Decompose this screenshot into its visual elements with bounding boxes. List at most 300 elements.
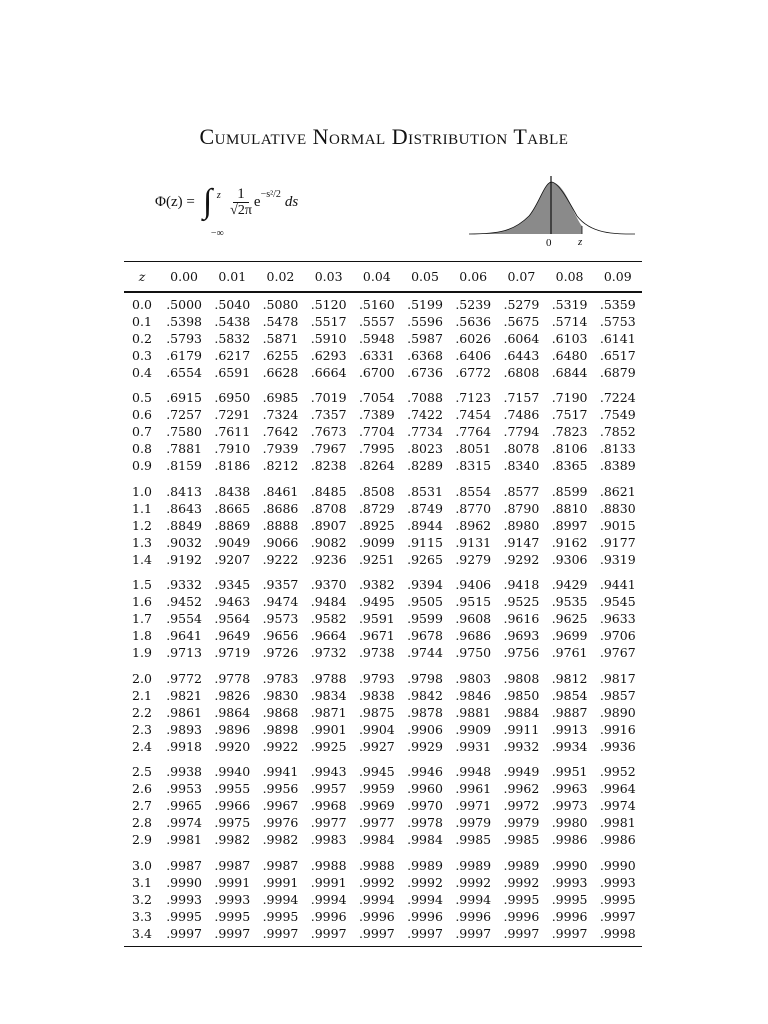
row-z-value: 3.1 [132,874,152,890]
probability-cell: .7088 [407,390,443,406]
probability-cell: .8962 [455,517,492,533]
probability-cell: .5557 [358,313,395,329]
probability-cell: .9911 [503,721,540,737]
probability-cell: .9934 [551,738,588,754]
probability-cell: .9693 [503,628,540,644]
probability-cell: .8365 [551,458,588,474]
probability-cell: .9992 [503,874,540,890]
probability-cell: .7291 [214,407,251,423]
probability-cell: .9984 [407,832,443,848]
probability-cell: .9962 [503,781,540,797]
probability-cell: .9756 [503,645,540,661]
probability-cell: .9535 [551,594,588,610]
probability-cell: .9997 [310,925,347,941]
probability-cell: .9995 [599,891,636,907]
probability-cell: .7794 [503,424,540,440]
probability-cell: .9961 [455,781,492,797]
header-cell: 0.06 [459,269,488,285]
probability-cell: .9996 [310,908,347,924]
probability-cell: .9812 [551,670,588,686]
row-z-value: 2.6 [132,781,152,797]
probability-cell: .9554 [166,611,202,627]
fraction-numerator: 1 [233,186,249,203]
row-z-value: 1.2 [132,517,152,533]
probability-cell: .6950 [214,390,251,406]
probability-cell: .8413 [166,483,202,499]
probability-cell: .7517 [551,407,588,423]
probability-cell: .9967 [262,798,299,814]
probability-cell: .9484 [310,594,347,610]
probability-cell: .5714 [551,313,588,329]
table-row [124,364,642,381]
probability-cell: .8770 [455,500,492,516]
row-z-value: 2.2 [132,704,152,720]
probability-cell: .9441 [599,577,636,593]
probability-cell: .5987 [407,330,443,346]
row-group [124,576,642,661]
probability-cell: .9996 [551,908,588,924]
probability-cell: .7257 [166,407,202,423]
probability-cell: .5120 [310,296,347,312]
row-z-value: 0.1 [132,313,152,329]
probability-cell: .8485 [310,483,347,499]
row-z-value: 2.1 [132,687,152,703]
probability-cell: .8554 [455,483,492,499]
probability-cell: .6406 [455,347,492,363]
table-row [124,891,642,908]
probability-cell: .9987 [214,857,251,873]
probability-cell: .5596 [407,313,443,329]
probability-cell: .9981 [599,815,636,831]
table-row [124,389,642,406]
probability-cell: .9357 [262,577,299,593]
probability-cell: .8212 [262,458,299,474]
probability-cell: .9279 [455,551,492,567]
probability-cell: .8289 [407,458,443,474]
probability-cell: .7995 [358,441,395,457]
probability-cell: .6772 [455,364,492,380]
probability-cell: .9192 [166,551,202,567]
probability-cell: .9893 [166,721,202,737]
probability-cell: .8888 [262,517,299,533]
probability-cell: .8461 [262,483,299,499]
probability-cell: .9808 [503,670,540,686]
probability-cell: .8023 [407,441,443,457]
probability-cell: .5910 [310,330,347,346]
probability-cell: .8106 [551,441,588,457]
probability-cell: .9996 [358,908,395,924]
probability-cell: .9864 [214,704,251,720]
probability-cell: .7734 [407,424,443,440]
probability-cell: .7190 [551,390,588,406]
probability-cell: .9989 [503,857,540,873]
table-row [124,780,642,797]
probability-cell: .7852 [599,424,636,440]
probability-cell: .9664 [310,628,347,644]
probability-cell: .9207 [214,551,251,567]
header-cell: 0.03 [314,269,343,285]
table-row [124,296,642,313]
probability-cell: .9099 [358,534,395,550]
probability-cell: .9949 [503,764,540,780]
probability-cell: .9878 [407,704,443,720]
probability-cell: .9931 [455,738,492,754]
probability-cell: .9995 [551,891,588,907]
probability-cell: .9922 [262,738,299,754]
probability-cell: .9970 [407,798,443,814]
probability-cell: .9980 [551,815,588,831]
table-row [124,763,642,780]
probability-cell: .9671 [358,628,395,644]
probability-cell: .9788 [310,670,347,686]
row-z-value: 3.0 [132,857,152,873]
probability-cell: .9991 [310,874,347,890]
row-z-value: 1.9 [132,645,152,661]
probability-cell: .9996 [503,908,540,924]
probability-cell: .7910 [214,441,251,457]
probability-cell: .9995 [166,908,202,924]
probability-cell: .9545 [599,594,636,610]
probability-cell: .5832 [214,330,251,346]
probability-cell: .9564 [214,611,251,627]
probability-cell: .9842 [407,687,443,703]
probability-cell: .9656 [262,628,299,644]
probability-cell: .9997 [455,925,492,941]
integral-symbol: ∫ [202,183,213,220]
probability-cell: .8790 [503,500,540,516]
probability-cell: .9916 [599,721,636,737]
probability-cell: .9778 [214,670,251,686]
probability-cell: .8749 [407,500,443,516]
table-row [124,797,642,814]
row-z-value: 0.3 [132,347,152,363]
table-row [124,551,642,568]
probability-cell: .9222 [262,551,299,567]
probability-cell: .8830 [599,500,636,516]
probability-cell: .9332 [166,577,202,593]
probability-cell: .5517 [310,313,347,329]
table-row [124,687,642,704]
curve-label-z: z [578,236,583,248]
probability-cell: .6808 [503,364,540,380]
probability-cell: .8997 [551,517,588,533]
probability-cell: .6915 [166,390,202,406]
probability-cell: .9429 [551,577,588,593]
probability-cell: .9525 [503,594,540,610]
row-z-value: 2.8 [132,815,152,831]
table-row [124,347,642,364]
probability-cell: .9988 [310,857,347,873]
probability-cell: .7019 [310,390,347,406]
probability-cell: .9978 [407,815,443,831]
probability-cell: .9979 [503,815,540,831]
probability-cell: .9991 [214,874,251,890]
probability-cell: .9633 [599,611,636,627]
probability-cell: .9983 [310,832,347,848]
probability-cell: .9972 [503,798,540,814]
probability-cell: .9834 [310,687,347,703]
probability-cell: .5279 [503,296,540,312]
probability-cell: .5675 [503,313,540,329]
probability-cell: .9750 [455,645,492,661]
probability-cell: .5753 [599,313,636,329]
probability-cell: .8531 [407,483,443,499]
row-z-value: 0.7 [132,424,152,440]
row-z-value: 1.0 [132,483,152,499]
table-row [124,738,642,755]
probability-cell: .8708 [310,500,347,516]
probability-cell: .5319 [551,296,588,312]
probability-cell: .7389 [358,407,395,423]
probability-cell: .7881 [166,441,202,457]
probability-cell: .9861 [166,704,202,720]
probability-cell: .9993 [599,874,636,890]
probability-cell: .9920 [214,738,251,754]
probability-cell: .9965 [166,798,202,814]
probability-cell: .9292 [503,551,540,567]
probability-cell: .6985 [262,390,299,406]
probability-cell: .9968 [310,798,347,814]
probability-cell: .8186 [214,458,251,474]
probability-cell: .9955 [214,781,251,797]
fraction-denominator: √2π [230,202,252,218]
probability-cell: .9857 [599,687,636,703]
integral-sign [202,183,224,239]
probability-cell: .9370 [310,577,347,593]
probability-cell: .9147 [503,534,540,550]
probability-cell: .6141 [599,330,636,346]
probability-cell: .6700 [358,364,395,380]
row-z-value: 3.3 [132,908,152,924]
probability-cell: .5871 [262,330,299,346]
probability-cell: .7224 [599,390,636,406]
probability-cell: .7357 [310,407,347,423]
probability-cell: .9726 [262,645,299,661]
probability-cell: .9838 [358,687,395,703]
table-row [124,721,642,738]
row-group [124,857,642,942]
row-group [124,670,642,755]
probability-cell: .9994 [358,891,395,907]
probability-cell: .8238 [310,458,347,474]
probability-cell: .9956 [262,781,299,797]
probability-cell: .9452 [166,594,202,610]
probability-cell: .9941 [262,764,299,780]
row-z-value: 0.5 [132,390,152,406]
probability-cell: .9505 [407,594,443,610]
row-z-value: 2.4 [132,738,152,754]
probability-cell: .6517 [599,347,636,363]
header-cell: 0.00 [170,269,199,285]
probability-cell: .9890 [599,704,636,720]
probability-cell: .9986 [599,832,636,848]
table-row [124,610,642,627]
header-cell: 0.08 [555,269,584,285]
probability-cell: .9946 [407,764,443,780]
probability-cell: .5080 [262,296,299,312]
probability-cell: .7123 [455,390,492,406]
header-cell: 0.04 [362,269,391,285]
probability-cell: .9987 [166,857,202,873]
probability-cell: .7939 [262,441,299,457]
probability-cell: .7324 [262,407,299,423]
probability-cell: .9938 [166,764,202,780]
probability-cell: .9982 [262,832,299,848]
probability-cell: .6628 [262,364,299,380]
probability-cell: .5239 [455,296,492,312]
table-row [124,406,642,423]
probability-cell: .8508 [358,483,395,499]
probability-cell: .9997 [262,925,299,941]
table-row [124,670,642,687]
probability-cell: .9987 [262,857,299,873]
table-header-row [124,262,642,291]
probability-cell: .8438 [214,483,251,499]
probability-cell: .8599 [551,483,588,499]
table-row [124,483,642,500]
row-z-value: 0.2 [132,330,152,346]
probability-cell: .6736 [407,364,443,380]
probability-cell: .9997 [407,925,443,941]
probability-cell: .5040 [214,296,251,312]
probability-cell: .8907 [310,517,347,533]
probability-cell: .9713 [166,645,202,661]
probability-cell: .9997 [358,925,395,941]
probability-cell: .9573 [262,611,299,627]
probability-cell: .7054 [358,390,395,406]
header-cell: 0.02 [266,269,295,285]
row-z-value: 0.9 [132,458,152,474]
probability-cell: .9177 [599,534,636,550]
probability-cell: .9817 [599,670,636,686]
probability-cell: .9989 [407,857,443,873]
probability-cell: .9406 [455,577,492,593]
table-row [124,593,642,610]
probability-cell: .9049 [214,534,251,550]
probability-cell: .7486 [503,407,540,423]
row-z-value: 2.3 [132,721,152,737]
probability-cell: .9997 [166,925,202,941]
probability-cell: .9909 [455,721,492,737]
probability-cell: .6591 [214,364,251,380]
probability-cell: .7549 [599,407,636,423]
probability-cell: .9975 [214,815,251,831]
probability-cell: .9495 [358,594,395,610]
probability-cell: .9767 [599,645,636,661]
probability-cell: .7454 [455,407,492,423]
row-z-value: 2.0 [132,670,152,686]
table-body [124,293,642,946]
probability-cell: .9927 [358,738,395,754]
probability-cell: .9906 [407,721,443,737]
probability-cell: .9881 [455,704,492,720]
probability-cell: .6879 [599,364,636,380]
probability-cell: .9319 [599,551,636,567]
probability-cell: .9985 [455,832,492,848]
probability-cell: .6664 [310,364,347,380]
probability-cell: .6217 [214,347,251,363]
probability-cell: .9996 [455,908,492,924]
probability-cell: .9974 [599,798,636,814]
probability-cell: .8340 [503,458,540,474]
probability-cell: .7157 [503,390,540,406]
table-row [124,457,642,474]
probability-cell: .6443 [503,347,540,363]
row-z-value: 1.3 [132,534,152,550]
probability-cell: .9981 [166,832,202,848]
probability-cell: .9985 [503,832,540,848]
probability-cell: .9951 [551,764,588,780]
probability-cell: .8315 [455,458,492,474]
probability-cell: .7673 [310,424,347,440]
probability-cell: .8810 [551,500,588,516]
row-z-value: 1.7 [132,611,152,627]
formula-fraction [230,186,252,219]
probability-cell: .9474 [262,594,299,610]
probability-cell: .9925 [310,738,347,754]
probability-cell: .5398 [166,313,202,329]
probability-cell: .8621 [599,483,636,499]
probability-cell: .9686 [455,628,492,644]
row-group [124,296,642,381]
probability-cell: .9830 [262,687,299,703]
formula-exponent: −s²/2 [260,188,281,200]
probability-cell: .6179 [166,347,202,363]
probability-cell: .6331 [358,347,395,363]
probability-cell: .9994 [262,891,299,907]
probability-cell: .9973 [551,798,588,814]
probability-cell: .9986 [551,832,588,848]
curve-label-zero: 0 [546,237,552,249]
probability-cell: .7422 [407,407,443,423]
probability-cell: .5793 [166,330,202,346]
shaded-area [469,182,582,234]
probability-cell: .6255 [262,347,299,363]
probability-cell: .9960 [407,781,443,797]
row-z-value: 0.4 [132,364,152,380]
row-z-value: 2.7 [132,798,152,814]
table-row [124,423,642,440]
row-group [124,483,642,568]
probability-cell: .9995 [262,908,299,924]
table-row [124,874,642,891]
probability-cell: .9945 [358,764,395,780]
probability-cell: .9992 [358,874,395,890]
probability-cell: .9732 [310,645,347,661]
probability-cell: .9418 [503,577,540,593]
probability-cell: .9616 [503,611,540,627]
probability-cell: .5199 [407,296,443,312]
row-z-value: 3.2 [132,891,152,907]
probability-cell: .9719 [214,645,251,661]
row-z-value: 1.4 [132,551,152,567]
probability-cell: .9974 [166,815,202,831]
probability-cell: .5478 [262,313,299,329]
table-row [124,925,642,942]
formula-base: e [253,193,261,210]
table-row [124,440,642,457]
probability-cell: .9032 [166,534,202,550]
row-z-value: 0.6 [132,407,152,423]
probability-cell: .9744 [407,645,443,661]
probability-cell: .9959 [358,781,395,797]
probability-cell: .9772 [166,670,202,686]
probability-cell: .9997 [599,908,636,924]
probability-cell: .9706 [599,628,636,644]
probability-cell: .5438 [214,313,251,329]
probability-cell: .9963 [551,781,588,797]
probability-cell: .9625 [551,611,588,627]
